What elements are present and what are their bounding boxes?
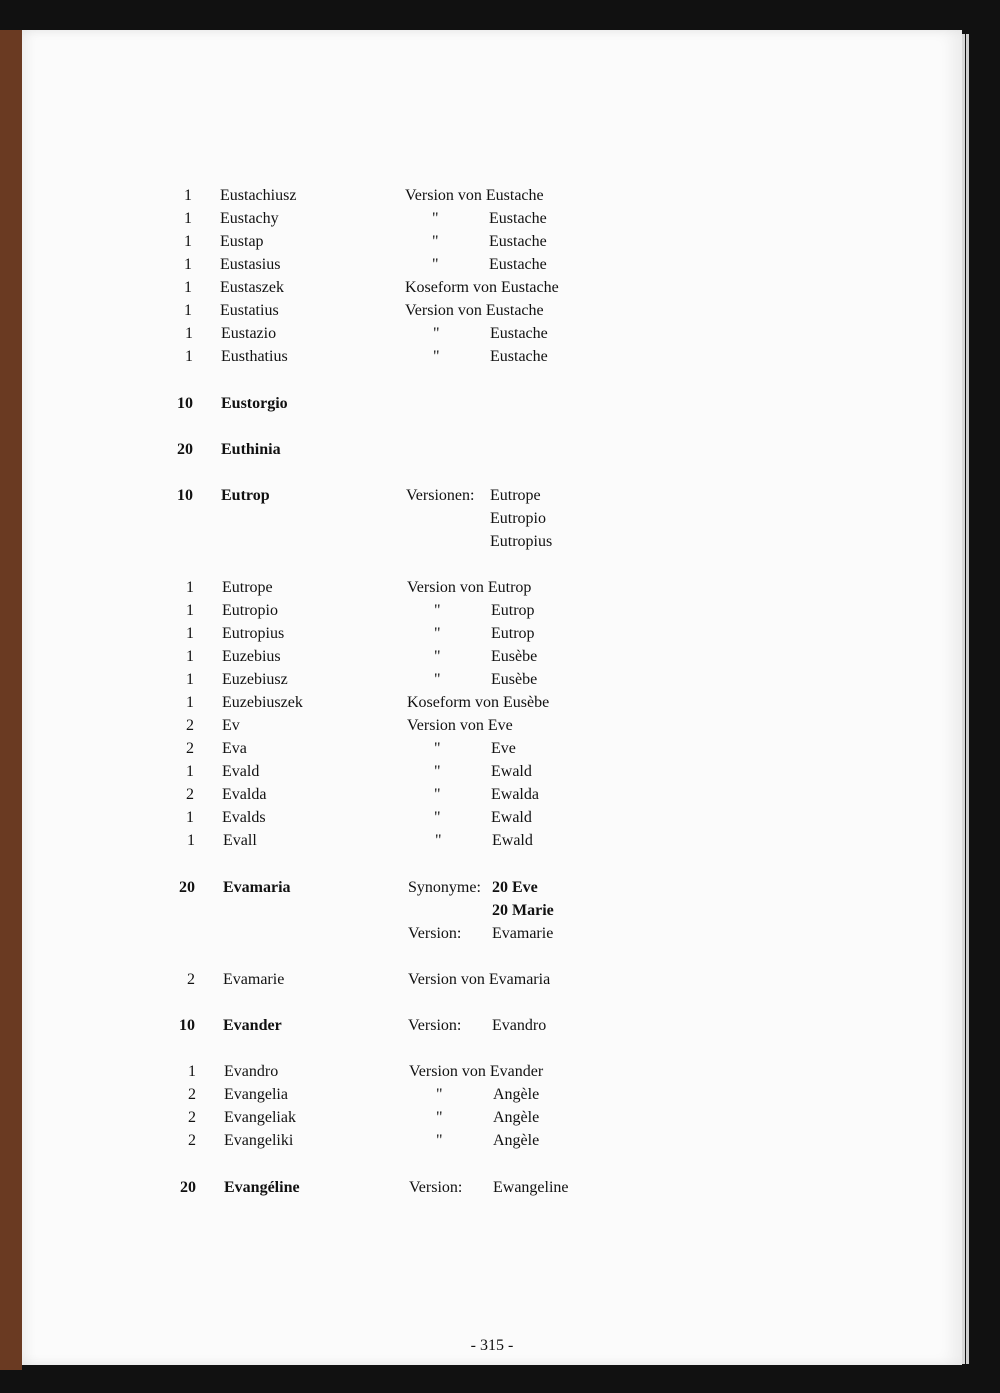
entry-name: Evald [222, 763, 260, 780]
entry-relation: Version von Evander [409, 1063, 544, 1080]
entry-relation: " [434, 671, 441, 688]
entry-count: 1 [185, 348, 193, 365]
entry-name: Eusthatius [221, 348, 288, 365]
entry-relation: " [436, 1109, 443, 1126]
entry-relation: Version von Evamaria [408, 971, 551, 988]
entry-name: Evandro [224, 1063, 279, 1080]
entry-name: Eustazio [221, 325, 277, 342]
entry-relation: " [434, 625, 441, 642]
entry-reference: Eutrop [491, 625, 535, 642]
entry-reference: Eustache [489, 256, 547, 273]
entry-reference: Eusèbe [491, 671, 538, 688]
entry-reference: Eustache [490, 348, 548, 365]
entry-name: Eustap [220, 233, 264, 250]
entry-relation: Version von Eustache [405, 302, 544, 319]
entry-count: 1 [184, 210, 192, 227]
entry-count: 2 [186, 740, 194, 757]
entry-relation: " [432, 256, 439, 273]
entry-name: Evalda [222, 786, 267, 803]
entry-reference: 20 Marie [492, 902, 554, 919]
entry-reference: Eustache [490, 325, 548, 342]
entry-count: 20 [177, 441, 193, 458]
entry-reference: Eutrop [491, 602, 535, 619]
page-edge [962, 34, 965, 1364]
entry-relation: " [436, 1086, 443, 1103]
entry-relation: Version von Eutrop [407, 579, 532, 596]
entry-count: 20 [180, 1179, 196, 1196]
entry-count: 1 [185, 325, 193, 342]
entry-name: Evalds [222, 809, 266, 826]
entry-reference: Ewald [491, 763, 532, 780]
entry-relation: Version: [408, 925, 462, 942]
entry-name: Evangeliak [224, 1109, 296, 1126]
entry-name: Eutropio [222, 602, 278, 619]
entry-count: 10 [177, 487, 193, 504]
entry-count: 2 [186, 786, 194, 803]
entry-count: 2 [187, 971, 195, 988]
entry-relation: Koseform von Eustache [405, 279, 559, 296]
entry-relation: " [436, 1132, 443, 1149]
entry-relation: " [434, 648, 441, 665]
entry-relation: " [434, 763, 441, 780]
book-page [22, 30, 962, 1365]
entry-count: 10 [179, 1017, 195, 1034]
entry-reference: Evandro [492, 1017, 547, 1034]
entry-name: Eustorgio [221, 395, 288, 412]
entry-reference: Ewalda [491, 786, 539, 803]
entry-name: Euzebiuszek [222, 694, 303, 711]
entry-reference: Eutropio [490, 510, 546, 527]
entry-reference: Ewald [492, 832, 533, 849]
entry-reference: Eusèbe [491, 648, 538, 665]
entry-reference: Eustache [489, 210, 547, 227]
entry-name: Eustasius [220, 256, 281, 273]
entry-name: Ev [222, 717, 240, 734]
entry-relation: " [434, 740, 441, 757]
entry-relation: " [434, 809, 441, 826]
entry-reference: Angèle [493, 1086, 540, 1103]
entry-count: 1 [188, 1063, 196, 1080]
entry-count: 1 [184, 187, 192, 204]
entry-reference: Ewangeline [493, 1179, 569, 1196]
book-binding-edge [0, 30, 22, 1370]
entry-count: 10 [177, 395, 193, 412]
entry-count: 1 [186, 648, 194, 665]
entry-name: Eustatius [220, 302, 279, 319]
entry-relation: " [433, 325, 440, 342]
entry-name: Euzebius [222, 648, 281, 665]
entry-name: Euthinia [221, 441, 281, 458]
entry-relation: Synonyme: [408, 879, 481, 896]
entry-reference: Eustache [489, 233, 547, 250]
entry-name: Eutrop [221, 487, 270, 504]
entry-count: 2 [186, 717, 194, 734]
entry-name: Eva [222, 740, 247, 757]
entry-count: 1 [186, 763, 194, 780]
entry-relation: " [432, 233, 439, 250]
entry-reference: Eve [491, 740, 516, 757]
entry-count: 1 [186, 625, 194, 642]
entry-name: Evamarie [223, 971, 285, 988]
entry-count: 1 [186, 671, 194, 688]
entry-count: 2 [188, 1109, 196, 1126]
entry-name: Evangeliki [224, 1132, 294, 1149]
entry-count: 1 [184, 233, 192, 250]
entry-count: 1 [184, 256, 192, 273]
entry-relation: " [434, 786, 441, 803]
entry-relation: " [434, 602, 441, 619]
entry-count: 1 [186, 579, 194, 596]
entry-name: Eustaszek [220, 279, 284, 296]
entry-relation: " [432, 210, 439, 227]
entry-relation: Version: [408, 1017, 462, 1034]
page-edge [966, 34, 969, 1364]
entry-count: 2 [188, 1132, 196, 1149]
entry-reference: Ewald [491, 809, 532, 826]
entry-reference: Eutropius [490, 533, 553, 550]
entry-relation: Versionen: [406, 487, 475, 504]
entry-reference: Evamarie [492, 925, 554, 942]
entry-count: 2 [188, 1086, 196, 1103]
entry-name: Evamaria [223, 879, 291, 896]
entry-name: Euzebiusz [222, 671, 288, 688]
entry-name: Evangelia [224, 1086, 288, 1103]
entry-count: 1 [184, 279, 192, 296]
entry-count: 1 [184, 302, 192, 319]
entry-count: 1 [187, 832, 195, 849]
entry-relation: Koseform von Eusèbe [407, 694, 550, 711]
entry-count: 20 [179, 879, 195, 896]
entry-reference: Angèle [493, 1132, 540, 1149]
entry-name: Evangéline [224, 1179, 300, 1196]
entry-relation: " [435, 832, 442, 849]
entry-reference: Eutrope [490, 487, 541, 504]
entry-reference: Angèle [493, 1109, 540, 1126]
name-entries [22, 30, 962, 1365]
entry-name: Eustachy [220, 210, 279, 227]
entry-name: Evall [223, 832, 257, 849]
entry-name: Eustachiusz [220, 187, 297, 204]
entry-count: 1 [186, 694, 194, 711]
entry-relation: Version: [409, 1179, 463, 1196]
entry-reference: 20 Eve [492, 879, 538, 896]
entry-relation: " [433, 348, 440, 365]
entry-name: Eutrope [222, 579, 273, 596]
entry-relation: Version von Eustache [405, 187, 544, 204]
entry-relation: Version von Eve [407, 717, 513, 734]
entry-count: 1 [186, 602, 194, 619]
entry-name: Evander [223, 1017, 282, 1034]
page-number: - 315 - [470, 1337, 514, 1354]
entry-count: 1 [186, 809, 194, 826]
entry-name: Eutropius [222, 625, 285, 642]
